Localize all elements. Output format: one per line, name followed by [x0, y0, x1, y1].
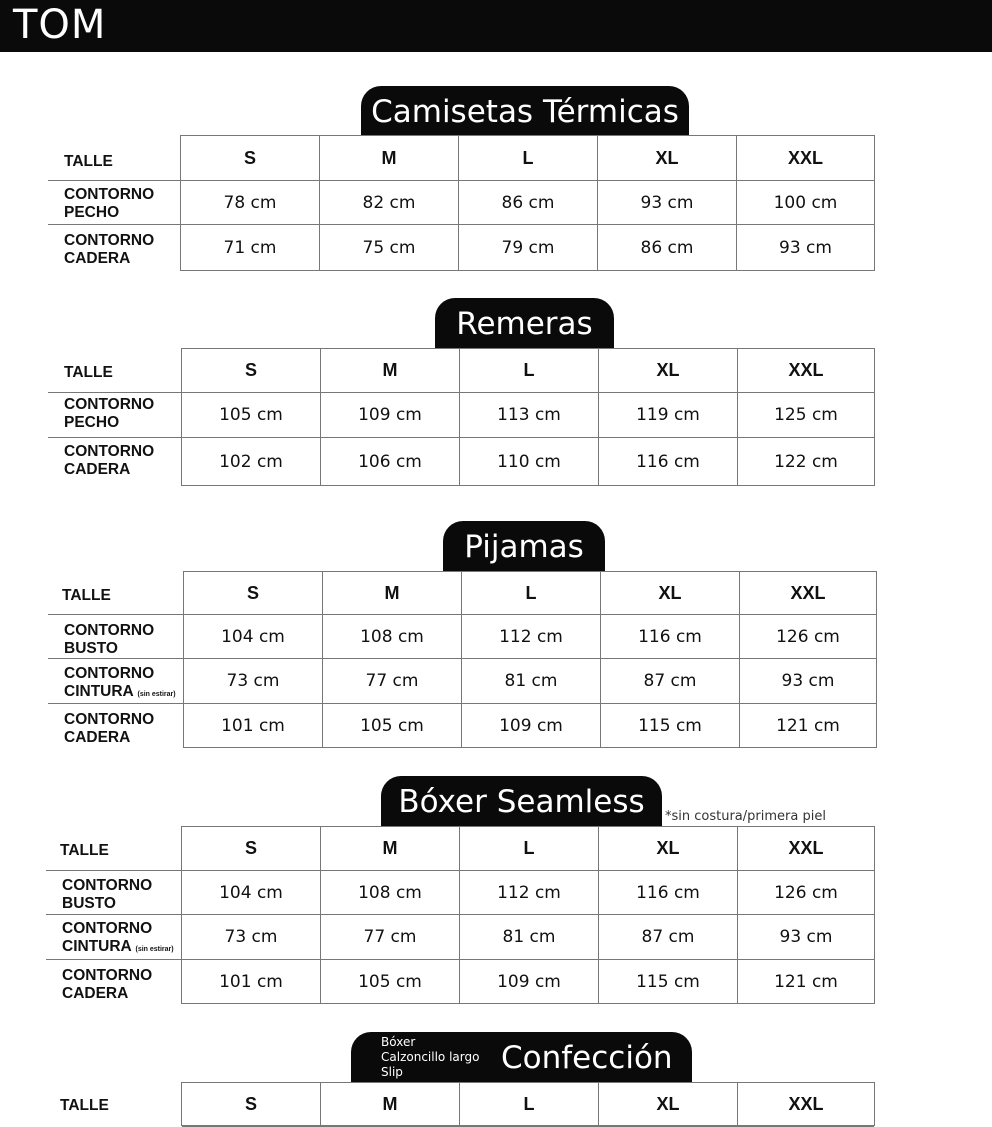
- row-label: CONTORNO BUSTO: [62, 877, 153, 912]
- table-cell: 119 cm: [599, 393, 738, 438]
- table-cell: 126 cm: [738, 871, 874, 915]
- size-header: M: [323, 572, 462, 615]
- table-cell: 93 cm: [738, 915, 874, 960]
- talle-label: TALLE: [64, 364, 113, 381]
- table-cell: 126 cm: [740, 615, 876, 659]
- row-label: CONTORNO CADERA: [64, 232, 155, 267]
- table-cell: 125 cm: [738, 393, 874, 438]
- section-title: Remeras: [435, 298, 614, 348]
- table-cell: 122 cm: [774, 451, 838, 472]
- row-divider: [48, 437, 182, 438]
- row-divider: [46, 914, 181, 915]
- size-header: S: [182, 827, 321, 871]
- size-header: L: [460, 1083, 599, 1127]
- section-title: Confección: [501, 1040, 673, 1076]
- table-cell: 121 cm: [774, 971, 838, 992]
- table-cell: 105 cm: [321, 960, 460, 1003]
- row-label: CONTORNO PECHO: [64, 396, 155, 431]
- table-cell: 109 cm: [460, 960, 599, 1003]
- size-header: XXL: [740, 572, 876, 615]
- table-cell: 104 cm: [182, 871, 321, 915]
- table-cell: 77 cm: [323, 659, 462, 704]
- row-label: CONTORNO BUSTO: [64, 622, 155, 657]
- row-label: CONTORNO PECHO: [64, 186, 155, 221]
- table-cell: 109 cm: [462, 704, 601, 747]
- table-cell: 101 cm: [182, 960, 321, 1003]
- table-cell: 87 cm: [601, 659, 740, 704]
- size-header: XXL: [737, 136, 874, 181]
- table-cell: 81 cm: [460, 915, 599, 960]
- talle-label: TALLE: [62, 587, 111, 604]
- table-cell: 81 cm: [462, 659, 601, 704]
- size-table: [183, 571, 877, 748]
- table-cell: 113 cm: [460, 393, 599, 438]
- talle-label: TALLE: [64, 153, 113, 170]
- table-cell: 116 cm: [599, 438, 738, 485]
- table-cell: 93 cm: [598, 181, 737, 225]
- size-header: XXL: [738, 827, 874, 871]
- size-header: M: [320, 136, 459, 181]
- talle-label: TALLE: [60, 1097, 109, 1114]
- table-cell: 77 cm: [321, 915, 460, 960]
- talle-label: TALLE: [60, 842, 109, 859]
- size-header: XL: [599, 827, 738, 871]
- table-cell: 71 cm: [181, 225, 320, 270]
- section-title: Pijamas: [443, 521, 605, 571]
- table-cell: 112 cm: [460, 871, 599, 915]
- section-title: Bóxer Seamless: [381, 776, 662, 826]
- row-divider: [48, 180, 181, 181]
- table-cell: 73 cm: [182, 915, 321, 960]
- size-table: [180, 135, 875, 271]
- size-table: [181, 348, 875, 486]
- size-header: L: [462, 572, 601, 615]
- size-header: XL: [598, 136, 737, 181]
- table-cell: 73 cm: [184, 659, 323, 704]
- row-divider: [48, 224, 181, 225]
- section-note: *sin costura/primera piel: [665, 809, 826, 824]
- size-header: XXL: [738, 1083, 874, 1127]
- row-divider: [48, 703, 184, 704]
- table-cell: 105 cm: [182, 393, 321, 438]
- table-cell: 104 cm: [184, 615, 323, 659]
- table-cell: 112 cm: [462, 615, 601, 659]
- table-cell: 115 cm: [599, 960, 738, 1003]
- section-subtitle: Bóxer Calzoncillo largo Slip: [381, 1035, 480, 1079]
- row-divider: [46, 959, 181, 960]
- size-header: XL: [599, 349, 738, 393]
- section-title: Camisetas Térmicas: [361, 86, 689, 136]
- size-header: XL: [601, 572, 740, 615]
- table-cell: 108 cm: [323, 615, 462, 659]
- table-cell: 79 cm: [459, 225, 598, 270]
- size-header: M: [321, 349, 460, 393]
- row-divider: [48, 658, 184, 659]
- size-table: [181, 1082, 875, 1126]
- size-header: L: [460, 827, 599, 871]
- table-cell: 93 cm: [779, 237, 832, 258]
- table-cell: 115 cm: [601, 704, 740, 747]
- table-cell: 106 cm: [321, 438, 460, 485]
- size-header: S: [182, 349, 321, 393]
- table-cell: 87 cm: [599, 915, 738, 960]
- table-cell: 86 cm: [598, 225, 737, 270]
- table-cell: 110 cm: [460, 438, 599, 485]
- size-header: XL: [599, 1083, 738, 1127]
- row-label: CONTORNO CADERA: [64, 443, 155, 478]
- table-cell: 101 cm: [184, 704, 323, 747]
- size-header: M: [321, 827, 460, 871]
- table-cell: 105 cm: [323, 704, 462, 747]
- size-header: XXL: [738, 349, 874, 393]
- size-header: S: [181, 136, 320, 181]
- table-cell: 109 cm: [321, 393, 460, 438]
- table-cell: 82 cm: [320, 181, 459, 225]
- size-header: S: [182, 1083, 321, 1127]
- table-cell: 116 cm: [601, 615, 740, 659]
- size-header: S: [184, 572, 323, 615]
- table-cell: 121 cm: [776, 715, 840, 736]
- row-divider: [48, 392, 182, 393]
- table-cell: 100 cm: [737, 181, 874, 225]
- size-table: [181, 826, 875, 1004]
- table-cell: 108 cm: [321, 871, 460, 915]
- top-bar: [0, 0, 992, 52]
- size-header: L: [459, 136, 598, 181]
- section-title-tab: [351, 1032, 692, 1082]
- row-label: CONTORNO CADERA: [64, 711, 155, 746]
- table-cell: 116 cm: [599, 871, 738, 915]
- row-divider: [46, 870, 181, 871]
- brand-logo: TOM: [13, 2, 107, 48]
- size-header: L: [460, 349, 599, 393]
- size-header: M: [321, 1083, 460, 1127]
- table-cell: 102 cm: [182, 438, 321, 485]
- table-cell: 93 cm: [740, 659, 876, 704]
- table-cell: 86 cm: [459, 181, 598, 225]
- row-label: CONTORNO CADERA: [62, 967, 153, 1002]
- table-cell: 78 cm: [181, 181, 320, 225]
- row-label: CONTORNO CINTURA (sin estirar): [64, 665, 176, 700]
- row-divider: [48, 614, 184, 615]
- row-label: CONTORNO CINTURA (sin estirar): [62, 920, 174, 955]
- table-cell: 75 cm: [320, 225, 459, 270]
